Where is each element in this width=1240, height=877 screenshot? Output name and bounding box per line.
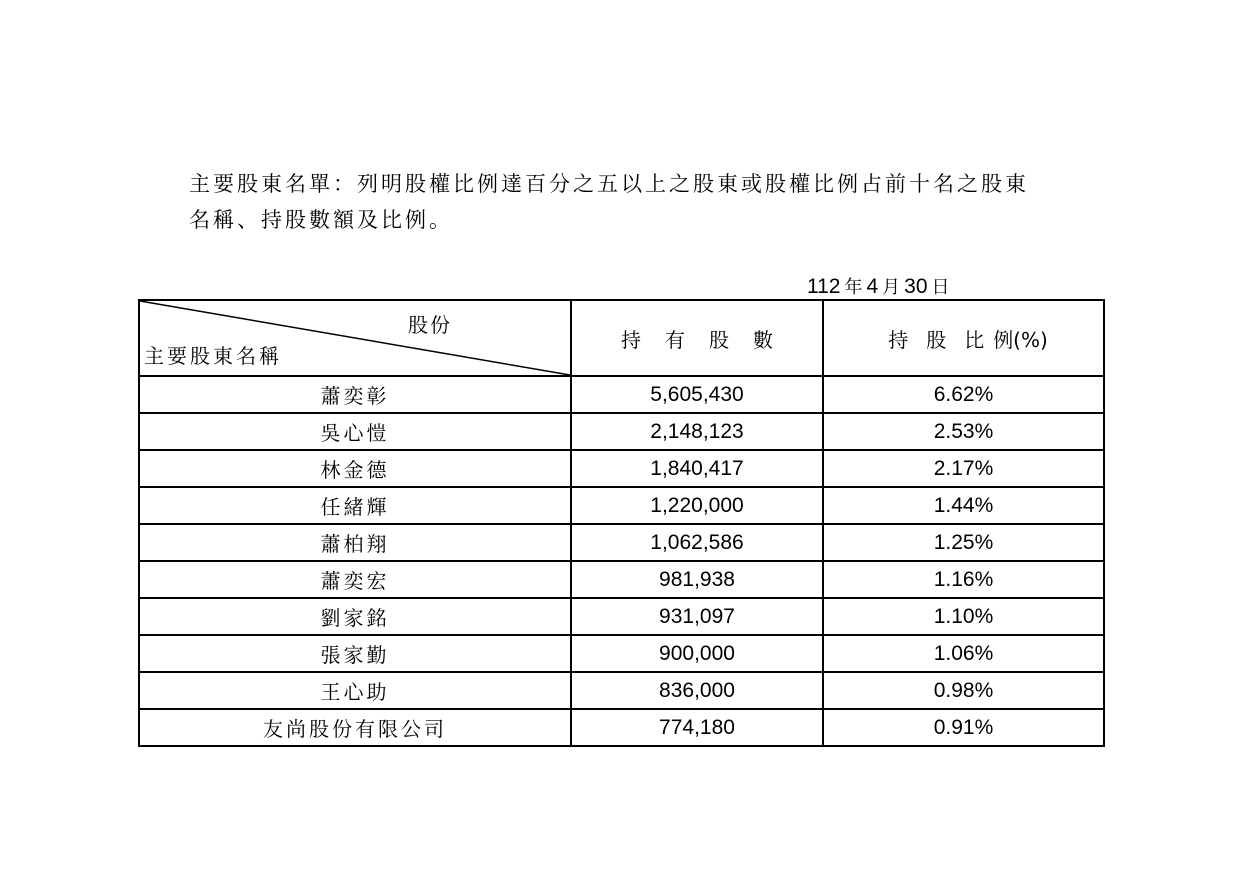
shares-held-cell: 931,097 bbox=[571, 598, 823, 635]
ownership-ratio-cell: 1.16% bbox=[823, 561, 1104, 598]
shares-held-cell: 836,000 bbox=[571, 672, 823, 709]
shares-held-cell: 774,180 bbox=[571, 709, 823, 746]
ownership-ratio-cell: 1.25% bbox=[823, 524, 1104, 561]
shareholder-name-cell: 蕭奕宏 bbox=[139, 561, 571, 598]
document-heading bbox=[189, 166, 1069, 238]
ownership-ratio-cell: 1.06% bbox=[823, 635, 1104, 672]
shareholder-name-cell: 蕭柏翔 bbox=[139, 524, 571, 561]
shares-held-cell: 5,605,430 bbox=[571, 376, 823, 413]
heading-line-2: 名稱、持股數額及比例。 bbox=[189, 208, 453, 232]
date-month-unit: 月 bbox=[882, 277, 901, 298]
shareholder-name-cell: 蕭奕彰 bbox=[139, 376, 571, 413]
header-shareholder-name-label: 主要股東名稱 bbox=[144, 344, 282, 368]
ownership-ratio-cell: 1.10% bbox=[823, 598, 1104, 635]
date-day: 30 bbox=[904, 275, 928, 298]
table-row bbox=[139, 635, 1104, 672]
table-row bbox=[139, 487, 1104, 524]
shares-held-cell: 1,062,586 bbox=[571, 524, 823, 561]
shareholder-name-cell: 張家勤 bbox=[139, 635, 571, 672]
heading-line-1: 主要股東名單：列明股權比例達百分之五以上之股東或股權比例占前十名之股東 bbox=[189, 172, 1029, 196]
ownership-ratio-cell: 2.53% bbox=[823, 413, 1104, 450]
date-day-unit: 日 bbox=[931, 277, 950, 298]
shares-held-cell: 1,840,417 bbox=[571, 450, 823, 487]
shares-held-cell: 981,938 bbox=[571, 561, 823, 598]
shares-held-cell: 900,000 bbox=[571, 635, 823, 672]
shareholder-table bbox=[138, 299, 1105, 747]
shareholder-name-cell: 任緒輝 bbox=[139, 487, 571, 524]
table-row bbox=[139, 561, 1104, 598]
shareholder-name-cell: 王心助 bbox=[139, 672, 571, 709]
header-shares-held: 持 有 股 數 bbox=[571, 300, 823, 376]
table-row bbox=[139, 376, 1104, 413]
shareholder-name-cell: 友尚股份有限公司 bbox=[139, 709, 571, 746]
ownership-ratio-cell: 1.44% bbox=[823, 487, 1104, 524]
table-header-row bbox=[139, 300, 1104, 376]
table-row bbox=[139, 598, 1104, 635]
header-shares-label: 股份 bbox=[408, 313, 452, 337]
ownership-ratio-cell: 0.98% bbox=[823, 672, 1104, 709]
date-year: 112 bbox=[807, 275, 841, 298]
ownership-ratio-cell: 0.91% bbox=[823, 709, 1104, 746]
report-date bbox=[807, 273, 954, 299]
diagonal-header-cell bbox=[139, 300, 571, 376]
table-row bbox=[139, 450, 1104, 487]
shares-held-cell: 1,220,000 bbox=[571, 487, 823, 524]
table-row bbox=[139, 524, 1104, 561]
shareholder-name-cell: 劉家銘 bbox=[139, 598, 571, 635]
date-month: 4 bbox=[866, 275, 879, 298]
table-row bbox=[139, 709, 1104, 746]
shares-held-cell: 2,148,123 bbox=[571, 413, 823, 450]
ownership-ratio-cell: 6.62% bbox=[823, 376, 1104, 413]
shareholder-name-cell: 林金德 bbox=[139, 450, 571, 487]
table-row bbox=[139, 413, 1104, 450]
date-year-unit: 年 bbox=[844, 277, 863, 298]
header-ownership-ratio: 持 股 比 例(%) bbox=[823, 300, 1104, 376]
ownership-ratio-cell: 2.17% bbox=[823, 450, 1104, 487]
shareholder-name-cell: 吳心愷 bbox=[139, 413, 571, 450]
table-row bbox=[139, 672, 1104, 709]
